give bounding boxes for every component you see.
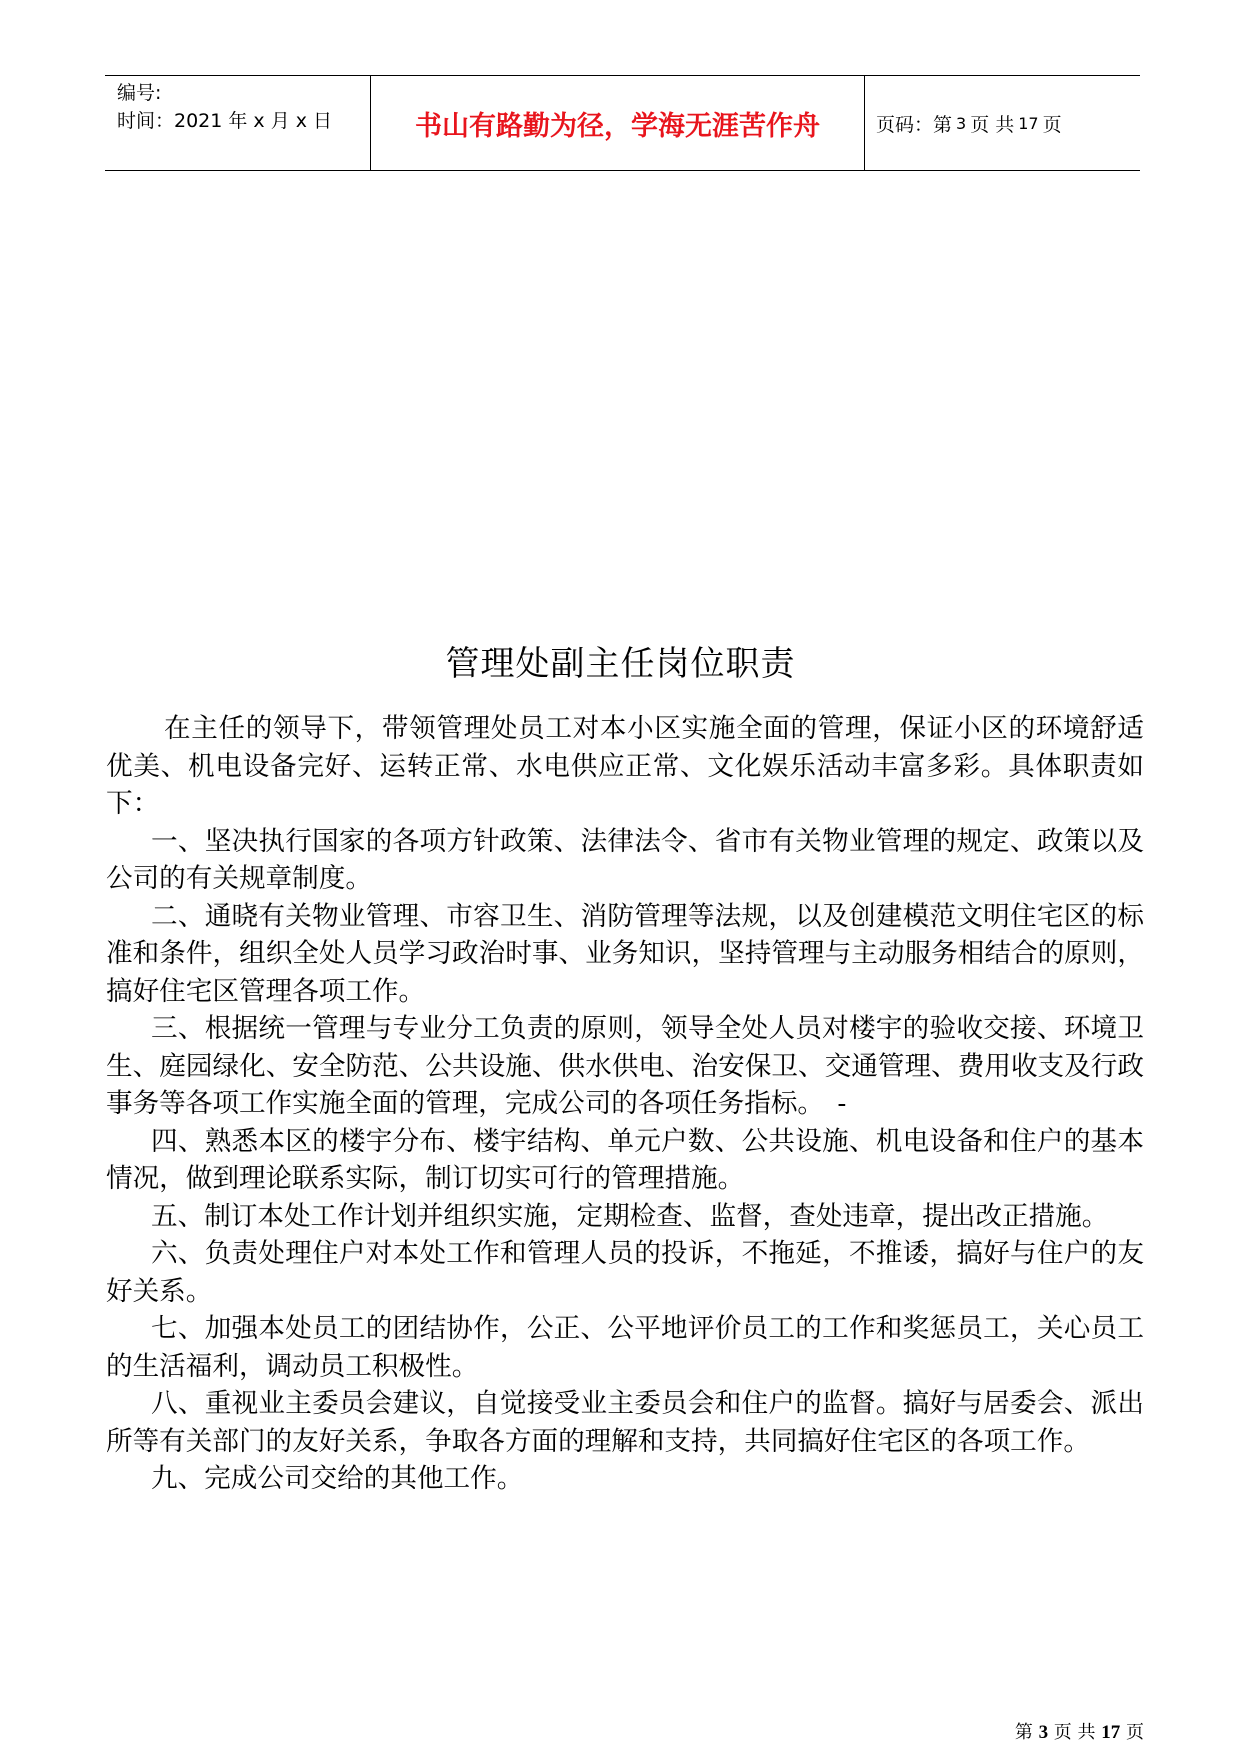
footer-prefix: 第: [1014, 1722, 1033, 1743]
header-motto: 书山有路勤为径，学海无涯苦作舟: [415, 110, 820, 142]
footer-current-page: 3: [1038, 1722, 1049, 1743]
intro-paragraph: 在主任的领导下，带领管理处员工对本小区实施全面的管理，保证小区的环境舒适优美、机电设备完好、运转正常、水电供应正常、文化娱乐活动丰富多彩。具体职责如下：: [106, 713, 1144, 819]
page-end-label: 页: [1042, 113, 1062, 136]
document-number-label: 编号:: [117, 82, 162, 104]
footer-total-pages: 17: [1101, 1722, 1121, 1743]
page-mid-label: 页 共: [970, 113, 1015, 136]
duty-item-2: 二、通晓有关物业管理、市容卫生、消防管理等法规，以及创建模范文明住宅区的标准和条件，组织全处人员学习政治时事、业务知识，坚持管理与主动服务相结合的原则，搞好住宅区管理各项工作。: [106, 900, 1144, 1007]
header-page-cell: [865, 76, 1140, 170]
document-title: 管理处副主任岗位职责: [445, 644, 796, 684]
page-current: 3: [956, 113, 967, 133]
footer-suffix: 页: [1126, 1722, 1144, 1743]
duty-item-6: 六、负责处理住户对本处工作和管理人员的投诉，不拖延，不推诿，搞好与住户的友好关系。: [106, 1238, 1144, 1307]
duty-item-8: 八、重视业主委员会建议，自觉接受业主委员会和住户的监督。搞好与居委会、派出所等有关部门的友好关系，争取各方面的理解和支持，共同搞好住宅区的各项工作。: [106, 1388, 1144, 1457]
header-motto-cell: [370, 76, 865, 170]
duty-item-1: 一、坚决执行国家的各项方针政策、法律法令、省市有关物业管理的规定、政策以及公司的有关规章制度。: [106, 825, 1144, 894]
duty-item-5: 五、制订本处工作计划并组织实施，定期检查、监督，查处违章，提出改正措施。: [151, 1200, 1109, 1232]
duty-item-9: 九、完成公司交给的其他工作。: [151, 1463, 524, 1494]
duty-item-7: 七、加强本处员工的团结协作，公正、公平地评价员工的工作和奖惩员工，关心员工的生活福利，调动员工积极性。: [106, 1313, 1144, 1382]
document-body: [106, 710, 1144, 1498]
duty-item-3: 三、根据统一管理与专业分工负责的原则，领导全处人员对楼宇的验收交接、环境卫生、庭园绿化、安全防范、公共设施、供水供电、治安保卫、交通管理、费用收支及行政事务等各项工作实施全面的管理，完成公司的各项任务指标。 -: [106, 1013, 1144, 1119]
duty-item-4: 四、熟悉本区的楼宇分布、楼宇结构、单元户数、公共设施、机电设备和住户的基本情况，做到理论联系实际，制订切实可行的管理措施。: [106, 1125, 1144, 1194]
document-date: 时间：2021 年 x 月 x 日: [117, 110, 333, 132]
header-left-cell: [105, 76, 370, 170]
page-footer: [1015, 1718, 1144, 1744]
page-label: 页码：第: [876, 113, 953, 136]
header-table: [105, 75, 1140, 171]
footer-mid: 页 共: [1053, 1722, 1096, 1743]
page-total: 17: [1018, 113, 1039, 133]
